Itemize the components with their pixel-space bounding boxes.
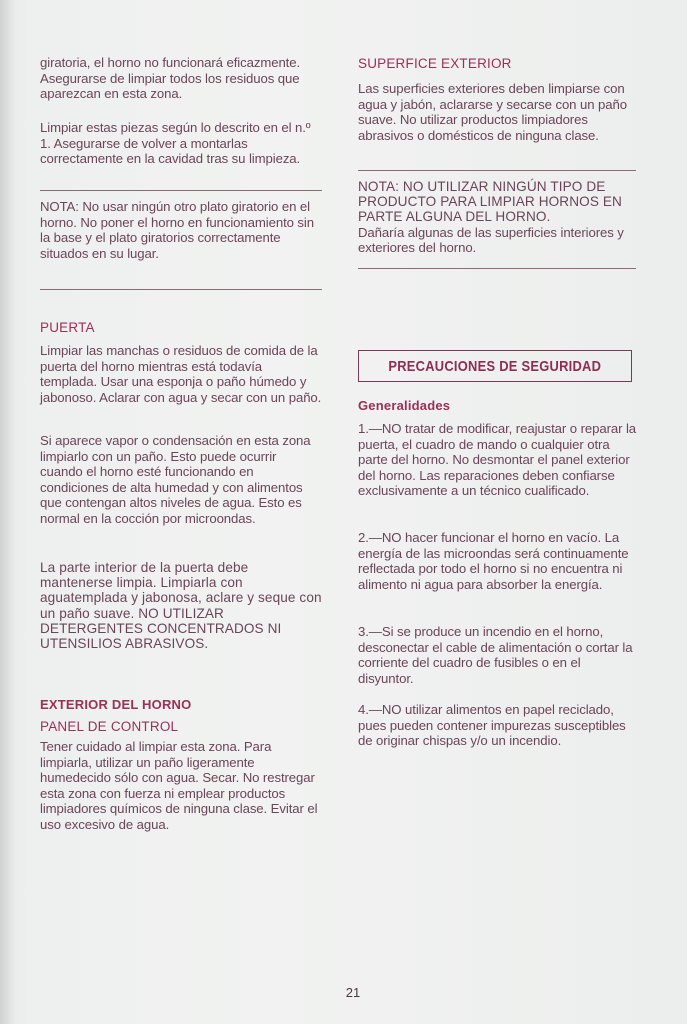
- puerta-text-2: Si aparece vapor o condensación en esta zona limpiarlo con un paño. Esto puede ocurrir cuando el horno esté funcionando en condiciones de alta humedad y con alimentos que contengan altos niveles de agua. Esto es normal en la cocción por microondas.: [40, 433, 311, 526]
- puerta-paragraph-2: [40, 433, 322, 527]
- superficie-section: [358, 56, 636, 71]
- safety-item-2: [358, 530, 636, 592]
- intro-paragraph-1: [40, 55, 322, 102]
- divider: [358, 170, 636, 171]
- divider: [358, 268, 636, 269]
- panel-heading: PANEL DE CONTROL: [40, 719, 179, 734]
- safety-text-4: 4.—NO utilizar alimentos en papel reciclado, pues pueden contener impurezas susceptibles de originar chispas y/o un incendio.: [358, 702, 626, 749]
- puerta-paragraph-3: [40, 560, 322, 651]
- panel-section: [40, 719, 322, 734]
- panel-text: Tener cuidado al limpiar esta zona. Para limpiarla, utilizar un paño ligeramente humedecido sólo con agua. Secar. No restregar esta zona con fuerza ni emplear productos limpiadores químicos de ninguna clase. Evitar el uso excesivo de agua.: [40, 739, 318, 832]
- puerta-heading: PUERTA: [40, 320, 95, 335]
- note-text: NOTA: No usar ningún otro plato giratorio en el horno. No poner el horno en funcionamiento sin la base y el plato giratorios correctamente situados en su lugar.: [40, 199, 314, 261]
- safety-item-4: [358, 702, 636, 749]
- note-plato-giratorio: [40, 199, 322, 261]
- safety-text-1: 1.—NO tratar de modificar, reajustar o reparar la puerta, el cuadro de mando o cualquier otra parte del horno. No desmontar el panel exterior del horno. Las reparaciones deben confiarse exclusivamente a un técnico cualificado.: [358, 421, 637, 499]
- note-rest-text: Dañaría algunas de las superficies interiores y exteriores del horno.: [358, 224, 624, 256]
- safety-item-1: [358, 421, 636, 499]
- panel-paragraph: [40, 739, 322, 833]
- intro-paragraph-2: [40, 120, 322, 167]
- intro-text-2: Limpiar estas piezas según lo descrito en el n.º 1. Asegurarse de volver a montarlas correctamente en la cavidad tras su limpieza.: [40, 120, 311, 167]
- precauciones-title: PRECAUCIONES DE SEGURIDAD: [388, 357, 602, 375]
- puerta-text-3: La parte interior de la puerta debe mantenerse limpia. Limpiarla con aguatemplada y jabonosa, aclare y seque con un paño suave. NO UTILIZAR DETERGENTES CONCENTRADOS NI UTENSILIOS ABRASIVOS.: [40, 560, 322, 652]
- superficie-text: Las superficies exteriores deben limpiarse con agua y jabón, aclararse y secarse con un paño suave. No utilizar productos limpiadores abrasivos o domésticos de ninguna clase.: [358, 81, 627, 143]
- safety-text-2: 2.—NO hacer funcionar el horno en vacío. La energía de las microondas será continuamente reflectada por todo el horno si no encuentra ni alimento ni agua para absorber la energía.: [358, 530, 629, 592]
- generalidades-section: [358, 398, 636, 413]
- divider: [40, 190, 322, 191]
- page-number: 21: [345, 985, 361, 1000]
- divider: [40, 289, 322, 290]
- note-productos: [358, 179, 636, 256]
- note-caps-text: NOTA: NO UTILIZAR NINGÚN TIPO DE PRODUCTO PARA LIMPIAR HORNOS EN PARTE ALGUNA DEL HORNO.: [358, 179, 622, 225]
- intro-text-1: giratoria, el horno no funcionará eficazmente. Asegurarse de limpiar todos los residuos que aparezcan en esta zona.: [40, 55, 301, 102]
- safety-item-3: [358, 624, 636, 686]
- precauciones-title-box: [358, 350, 632, 382]
- safety-text-3: 3.—Si se produce un incendio en el horno, desconectar el cable de alimentación o cortar la corriente del cuadro de fusibles o en el disyuntor.: [358, 624, 633, 686]
- exterior-section: [40, 697, 322, 712]
- generalidades-heading: Generalidades: [358, 398, 451, 413]
- superficie-paragraph: [358, 81, 636, 143]
- superficie-heading: SUPERFICE EXTERIOR: [358, 56, 512, 71]
- puerta-section: [40, 320, 322, 335]
- exterior-heading: EXTERIOR DEL HORNO: [40, 697, 192, 712]
- puerta-text-1: Limpiar las manchas o residuos de comida de la puerta del horno mientras está todavía templada. Usar una esponja o paño húmedo y jabonoso. Aclarar con agua y secar con un paño.: [40, 343, 322, 405]
- puerta-paragraph-1: [40, 343, 322, 405]
- page-spine-shadow: [0, 0, 14, 1024]
